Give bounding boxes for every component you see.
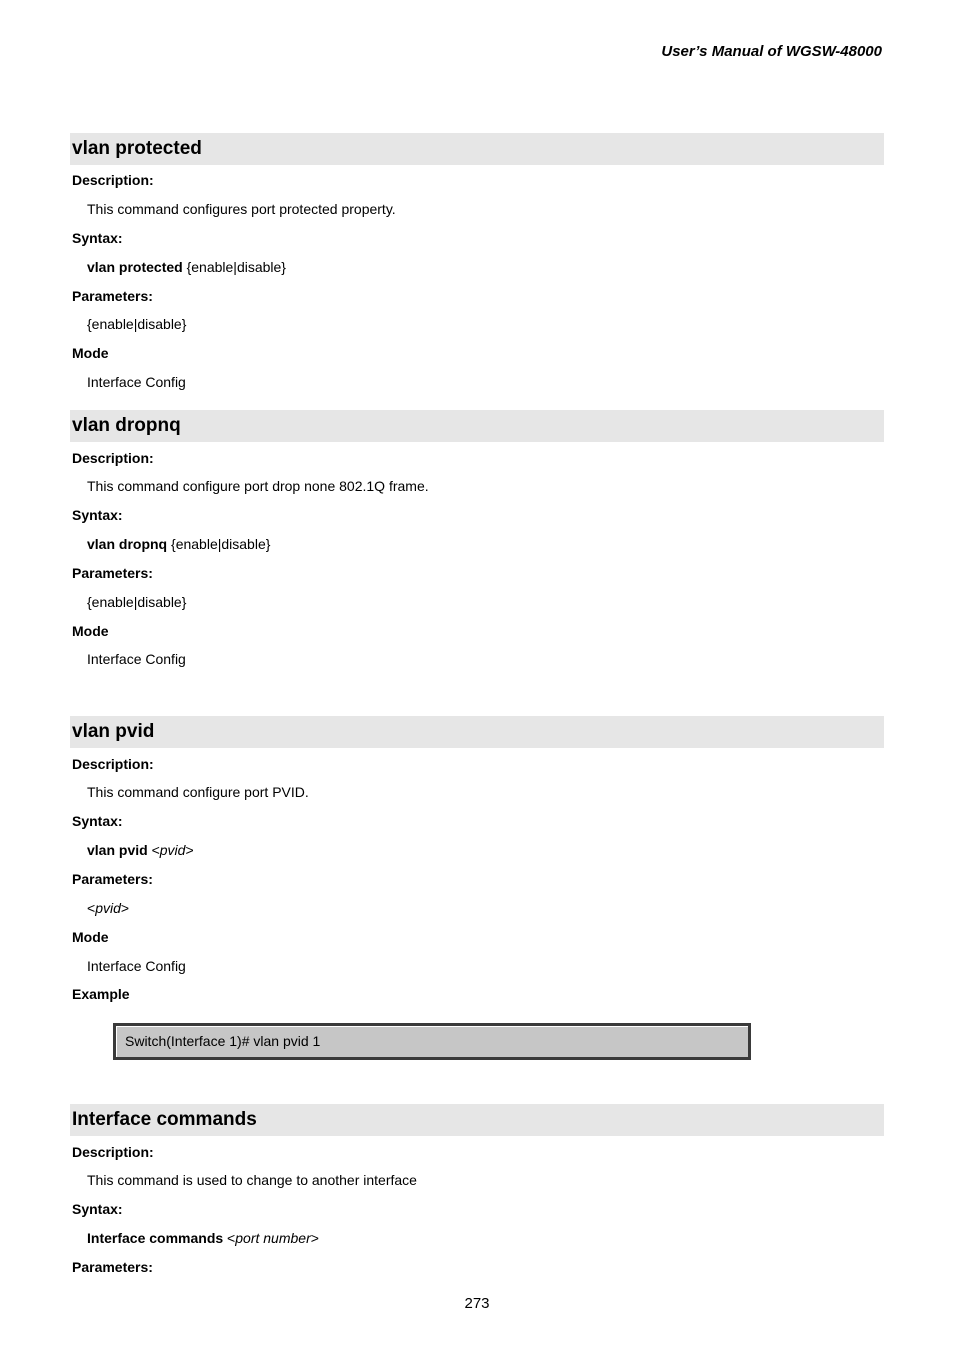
parameters-text: {enable|disable}	[87, 594, 187, 610]
parameters-label: Parameters:	[72, 565, 153, 581]
syntax-arguments: {enable|disable}	[167, 536, 271, 552]
description-label: Description:	[72, 450, 154, 466]
syntax-argument: port number	[235, 1230, 311, 1246]
syntax-line	[87, 258, 286, 276]
description-label: Description:	[72, 756, 154, 772]
page-number: 273	[464, 1295, 490, 1312]
parameters-label: Parameters:	[72, 288, 153, 304]
description-text: This command configure port PVID.	[87, 784, 309, 800]
description-text: This command configure port drop none 802.1Q frame.	[87, 478, 429, 494]
param-argument: pvid	[95, 900, 121, 916]
syntax-arguments: {enable|disable}	[182, 259, 286, 275]
param-close-bracket: >	[120, 900, 130, 916]
syntax-close-bracket: >	[310, 1230, 319, 1246]
section-title-vlan-dropnq: vlan dropnq	[70, 410, 884, 442]
example-code-box: Switch(Interface 1)# vlan pvid 1	[113, 1023, 751, 1060]
parameters-text: {enable|disable}	[87, 316, 187, 332]
description-text: This command configures port protected property.	[87, 201, 396, 217]
parameters-label: Parameters:	[72, 1259, 153, 1275]
mode-text: Interface Config	[87, 374, 186, 390]
syntax-close-bracket: >	[185, 842, 194, 858]
syntax-label: Syntax:	[72, 230, 123, 246]
example-label: Example	[72, 986, 130, 1002]
description-label: Description:	[72, 1144, 154, 1160]
description-label: Description:	[72, 172, 154, 188]
description-text: This command is used to change to another interface	[87, 1172, 417, 1188]
syntax-command: Interface commands	[87, 1230, 224, 1246]
syntax-line	[87, 1229, 319, 1247]
syntax-open-bracket: <	[147, 842, 160, 858]
mode-label: Mode	[72, 929, 109, 945]
syntax-line	[87, 841, 194, 859]
syntax-label: Syntax:	[72, 1201, 123, 1217]
section-title-interface-commands: Interface commands	[70, 1104, 884, 1136]
manual-header: User’s Manual of WGSW-48000	[661, 43, 882, 60]
syntax-argument: pvid	[159, 842, 186, 858]
mode-text: Interface Config	[87, 958, 186, 974]
syntax-label: Syntax:	[72, 507, 123, 523]
param-open-bracket: <	[87, 900, 96, 916]
section-title-vlan-protected: vlan protected	[70, 133, 884, 165]
parameters-label: Parameters:	[72, 871, 153, 887]
syntax-command: vlan pvid	[87, 842, 148, 858]
mode-text: Interface Config	[87, 651, 186, 667]
syntax-line	[87, 535, 270, 553]
parameters-line	[87, 899, 129, 917]
section-title-vlan-pvid: vlan pvid	[70, 716, 884, 748]
syntax-label: Syntax:	[72, 813, 123, 829]
mode-label: Mode	[72, 345, 109, 361]
syntax-command: vlan protected	[87, 259, 183, 275]
mode-label: Mode	[72, 623, 109, 639]
syntax-open-bracket: <	[223, 1230, 236, 1246]
syntax-command: vlan dropnq	[87, 536, 168, 552]
